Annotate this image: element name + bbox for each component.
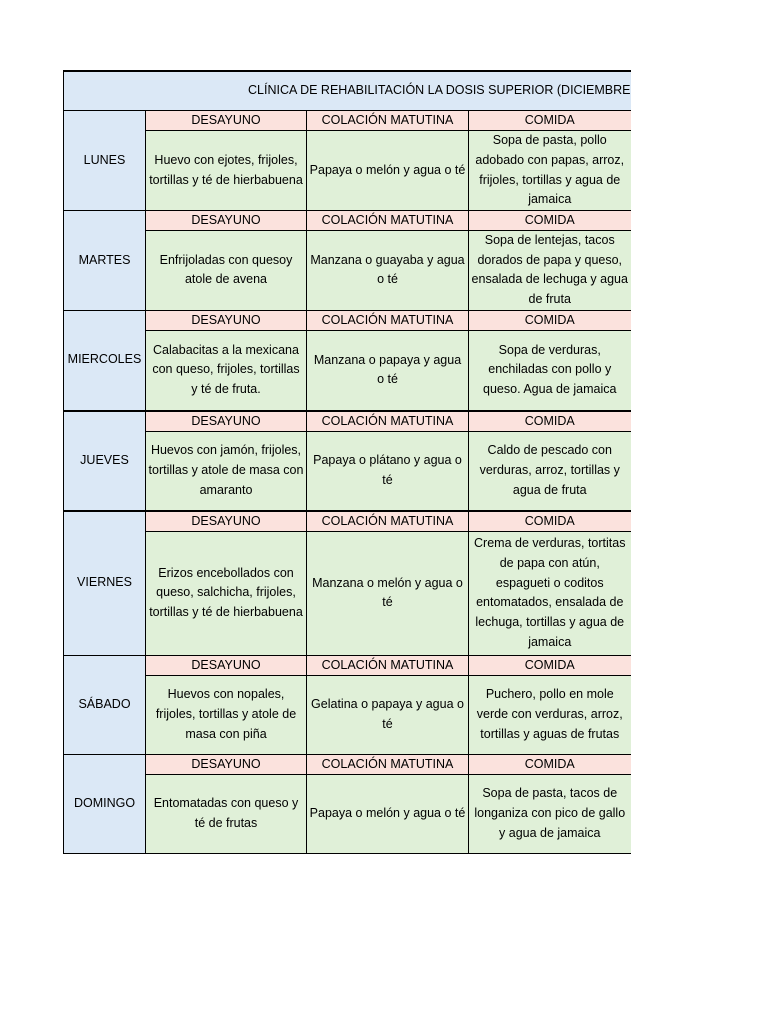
title-row <box>64 71 631 111</box>
menu-spreadsheet <box>63 70 630 854</box>
cell-colacion: Gelatina o papaya y agua o té <box>307 675 469 754</box>
header-row <box>64 754 631 774</box>
header-row <box>64 655 631 675</box>
header-desayuno: DESAYUNO <box>146 411 307 432</box>
cell-colacion: Papaya o melón y agua o té <box>307 774 469 853</box>
header-comida: COMIDA <box>469 211 631 231</box>
meal-row <box>64 431 631 511</box>
cell-desayuno: Erizos encebollados con queso, salchicha, frijoles, tortillas y té de hierbabuena <box>146 531 307 655</box>
header-colacion: COLACIÓN MATUTINA <box>307 754 469 774</box>
day-label: JUEVES <box>64 411 146 511</box>
cell-comida: Sopa de pasta, tacos de longaniza con pico de gallo y agua de jamaica <box>469 774 631 853</box>
day-label: MARTES <box>64 211 146 311</box>
header-comida: COMIDA <box>469 754 631 774</box>
header-colacion: COLACIÓN MATUTINA <box>307 411 469 432</box>
cell-colacion: Manzana o papaya y agua o té <box>307 330 469 411</box>
header-comida: COMIDA <box>469 310 631 330</box>
weekly-menu-table <box>63 70 631 854</box>
header-desayuno: DESAYUNO <box>146 511 307 532</box>
header-colacion: COLACIÓN MATUTINA <box>307 511 469 532</box>
header-row <box>64 511 631 532</box>
cell-colacion: Papaya o plátano y agua o té <box>307 431 469 511</box>
cell-comida: Crema de verduras, tortitas de papa con atún, espagueti o coditos entomatados, ensalada de lechuga, tortillas y agua de jamaica <box>469 531 631 655</box>
header-colacion: COLACIÓN MATUTINA <box>307 111 469 131</box>
cell-comida: Puchero, pollo en mole verde con verduras, arroz, tortillas y aguas de frutas <box>469 675 631 754</box>
header-colacion: COLACIÓN MATUTINA <box>307 655 469 675</box>
cell-comida: Sopa de lentejas, tacos dorados de papa y queso, ensalada de lechuga y agua de fruta <box>469 231 631 311</box>
header-comida: COMIDA <box>469 655 631 675</box>
header-desayuno: DESAYUNO <box>146 754 307 774</box>
meal-row <box>64 330 631 411</box>
header-desayuno: DESAYUNO <box>146 655 307 675</box>
cell-desayuno: Entomatadas con queso y té de frutas <box>146 774 307 853</box>
day-label: SÁBADO <box>64 655 146 754</box>
header-comida: COMIDA <box>469 411 631 432</box>
header-comida: COMIDA <box>469 111 631 131</box>
header-desayuno: DESAYUNO <box>146 310 307 330</box>
cell-comida: Caldo de pescado con verduras, arroz, tortillas y agua de fruta <box>469 431 631 511</box>
cell-colacion: Manzana o melón y agua o té <box>307 531 469 655</box>
header-desayuno: DESAYUNO <box>146 211 307 231</box>
header-colacion: COLACIÓN MATUTINA <box>307 211 469 231</box>
header-row <box>64 310 631 330</box>
meal-row <box>64 131 631 211</box>
day-label: VIERNES <box>64 511 146 656</box>
clinic-title: CLÍNICA DE REHABILITACIÓN LA DOSIS SUPERIOR (DICIEMBRE <box>64 71 631 111</box>
cell-desayuno: Huevos con jamón, frijoles, tortillas y atole de masa con amaranto <box>146 431 307 511</box>
header-row <box>64 211 631 231</box>
cell-desayuno: Huevos con nopales, frijoles, tortillas y atole de masa con piña <box>146 675 307 754</box>
meal-row <box>64 531 631 655</box>
cell-colacion: Manzana o guayaba y agua o té <box>307 231 469 311</box>
header-comida: COMIDA <box>469 511 631 532</box>
day-label: DOMINGO <box>64 754 146 853</box>
day-label: MIERCOLES <box>64 310 146 411</box>
day-label: LUNES <box>64 111 146 211</box>
cell-desayuno: Calabacitas a la mexicana con queso, frijoles, tortillas y té de fruta. <box>146 330 307 411</box>
meal-row <box>64 675 631 754</box>
cell-desayuno: Enfrijoladas con quesoy atole de avena <box>146 231 307 311</box>
header-row <box>64 111 631 131</box>
meal-row <box>64 231 631 311</box>
cell-comida: Sopa de verduras, enchiladas con pollo y queso. Agua de jamaica <box>469 330 631 411</box>
cell-desayuno: Huevo con ejotes, frijoles, tortillas y té de hierbabuena <box>146 131 307 211</box>
meal-row <box>64 774 631 853</box>
cell-comida: Sopa de pasta, pollo adobado con papas, arroz, frijoles, tortillas y agua de jamaica <box>469 131 631 211</box>
header-colacion: COLACIÓN MATUTINA <box>307 310 469 330</box>
header-row <box>64 411 631 432</box>
cell-colacion: Papaya o melón y agua o té <box>307 131 469 211</box>
header-desayuno: DESAYUNO <box>146 111 307 131</box>
